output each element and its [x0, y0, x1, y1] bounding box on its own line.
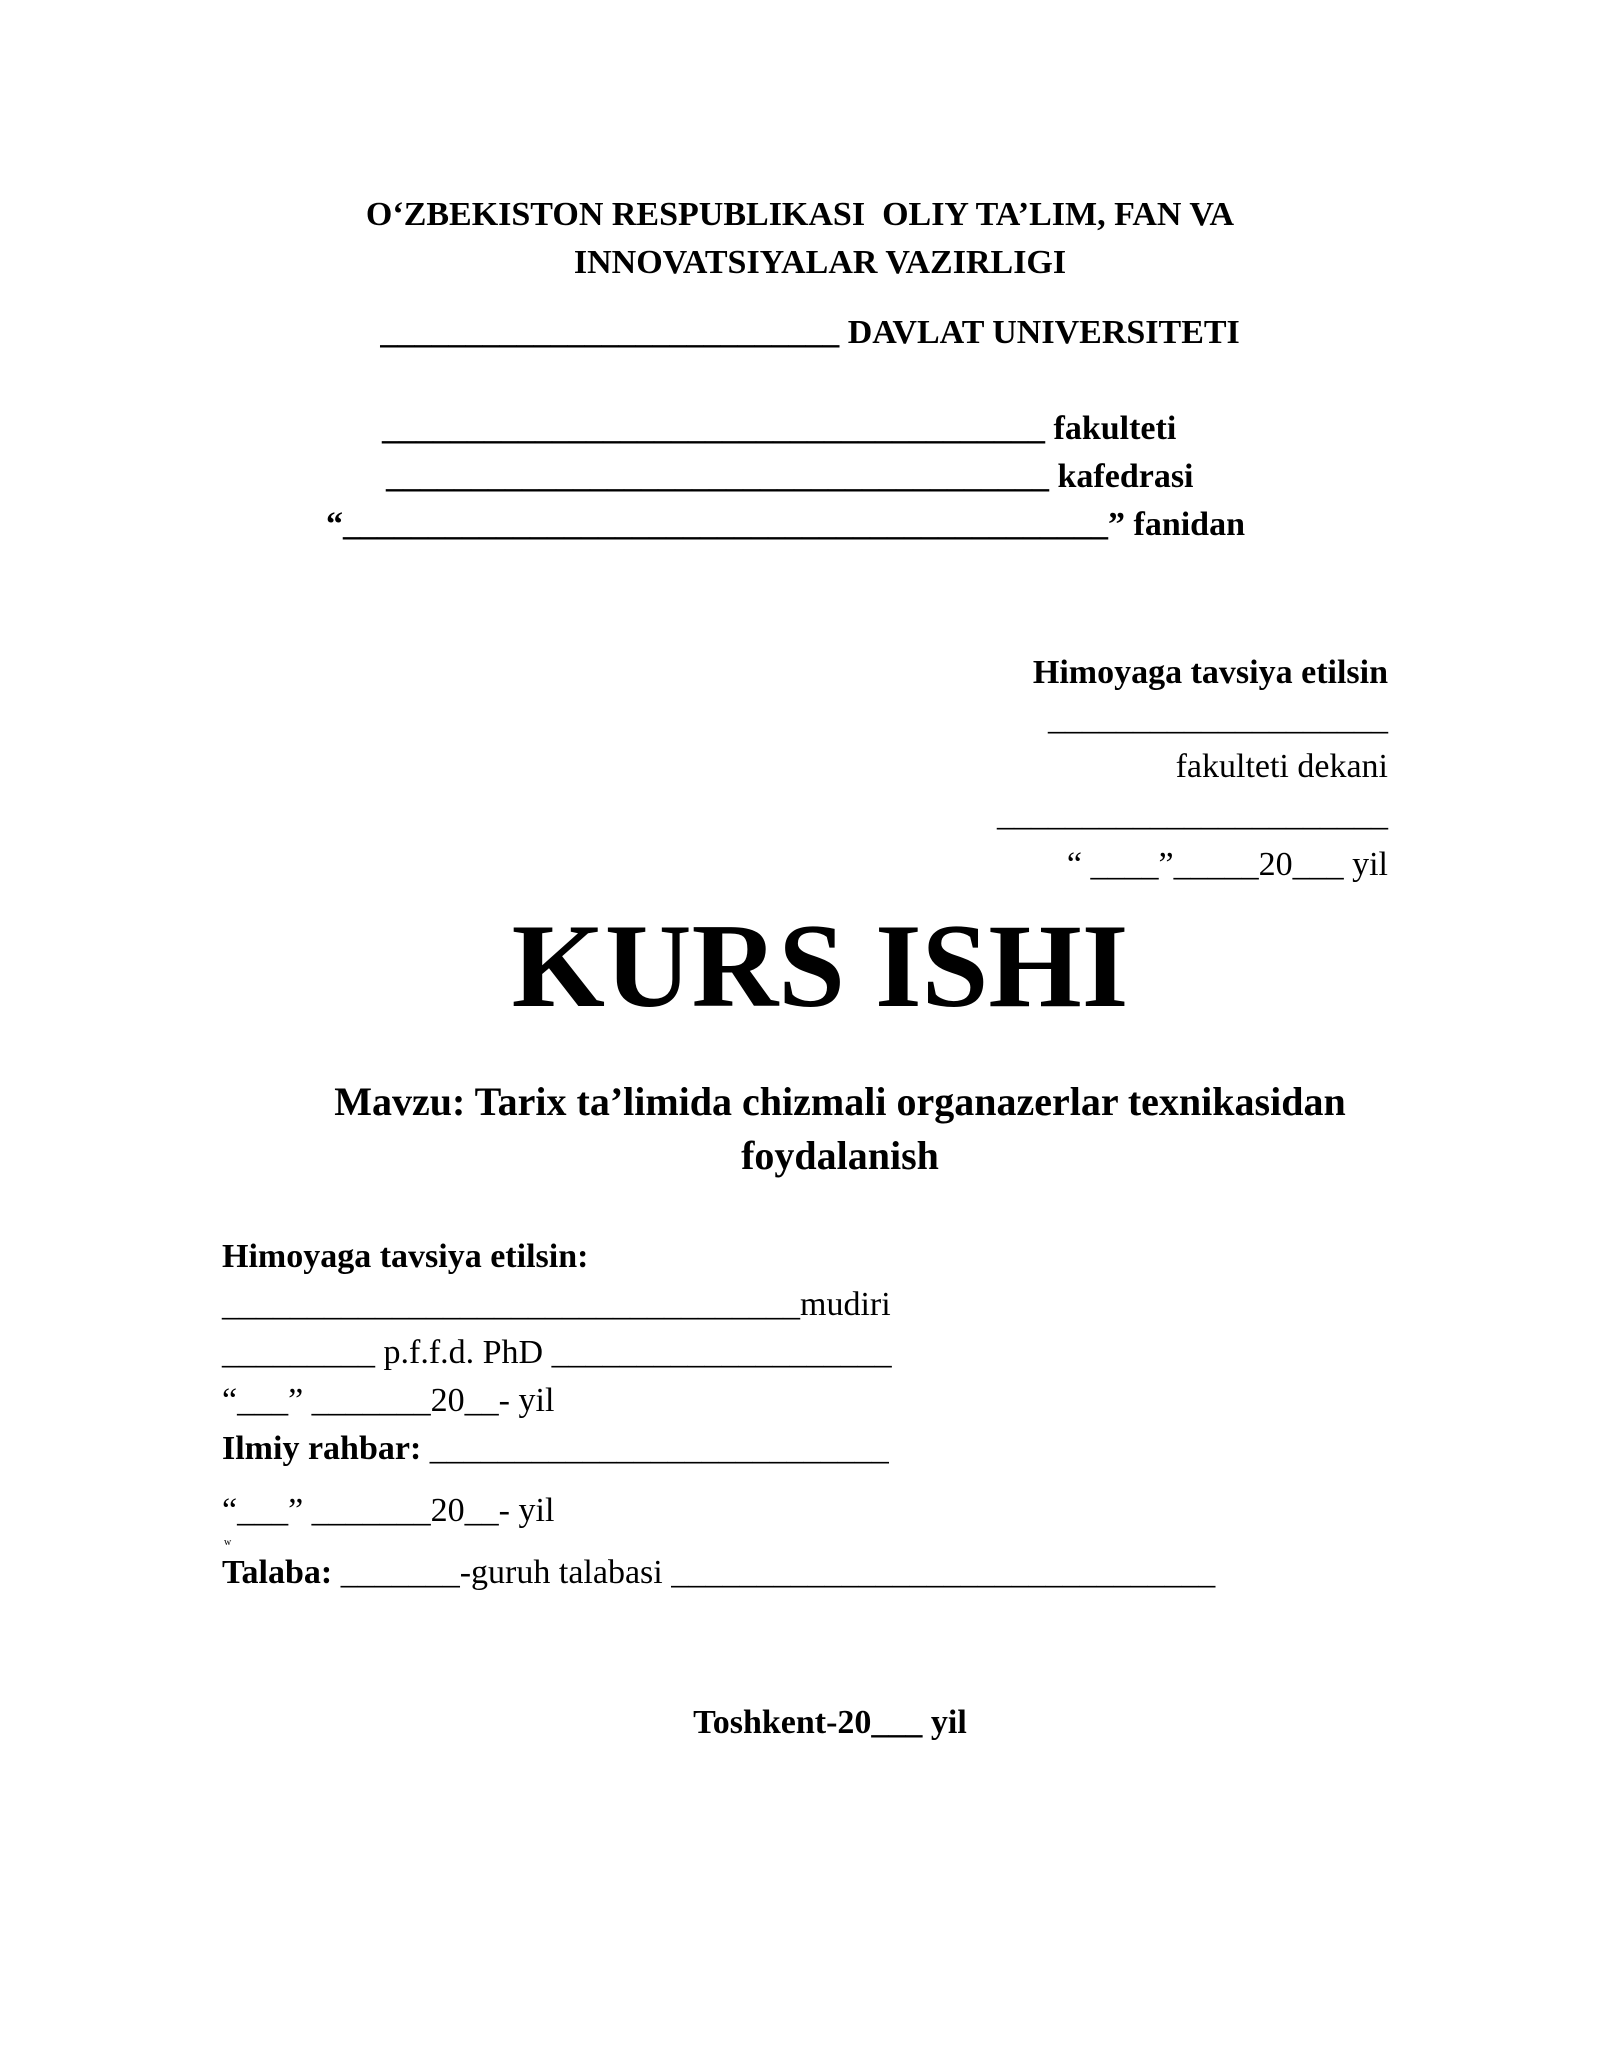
subject-line: “_____________________________________________” fanidan: [326, 506, 1245, 543]
dean-signature-blank: ____________________: [1048, 700, 1388, 737]
recommendation-bottom-heading: Himoyaga tavsiya etilsin:: [222, 1238, 589, 1275]
ministry-line-2: INNOVATSIYALAR VAZIRLIGI: [573, 244, 1067, 281]
head-of-department-line: __________________________________mudiri: [222, 1286, 891, 1323]
dean-label: fakulteti dekani: [1175, 748, 1388, 785]
student-rest: _______-guruh talabasi ________________________________: [332, 1554, 1216, 1591]
ministry-line-1: O‘ZBEKISTON RESPUBLIKASI OLIY TA’LIM, FAN VA: [365, 196, 1235, 233]
topic-line-1: Mavzu: Tarix ta’limida chizmali organazerlar texnikasidan: [334, 1079, 1346, 1124]
university-line: ___________________________ DAVLAT UNIVERSITETI: [380, 314, 1240, 351]
city-year: Toshkent-20___ yil: [693, 1704, 967, 1741]
date-line-2: “___” _______20__- yil: [222, 1492, 555, 1529]
document-title: KURS ISHI: [511, 899, 1129, 1032]
small-mark: w: [224, 1537, 232, 1548]
faculty-line: _______________________________________ fakulteti: [382, 410, 1177, 447]
student-label: Talaba:: [222, 1554, 333, 1591]
approval-date: “ ____”_____20___ yil: [1066, 846, 1388, 883]
student-line: [222, 1556, 1215, 1590]
topic-line-2: foydalanish: [741, 1133, 939, 1178]
date-line-1: “___” _______20__- yil: [222, 1382, 555, 1419]
advisor-blank: ___________________________: [421, 1430, 889, 1467]
department-line: _______________________________________ kafedrasi: [386, 458, 1194, 495]
dean-name-blank: _______________________: [997, 796, 1388, 833]
advisor-label: Ilmiy rahbar:: [222, 1430, 422, 1467]
advisor-line: [222, 1432, 889, 1466]
recommendation-heading: Himoyaga tavsiya etilsin: [1032, 654, 1388, 691]
phd-line: _________ p.f.f.d. PhD ____________________: [222, 1334, 892, 1371]
